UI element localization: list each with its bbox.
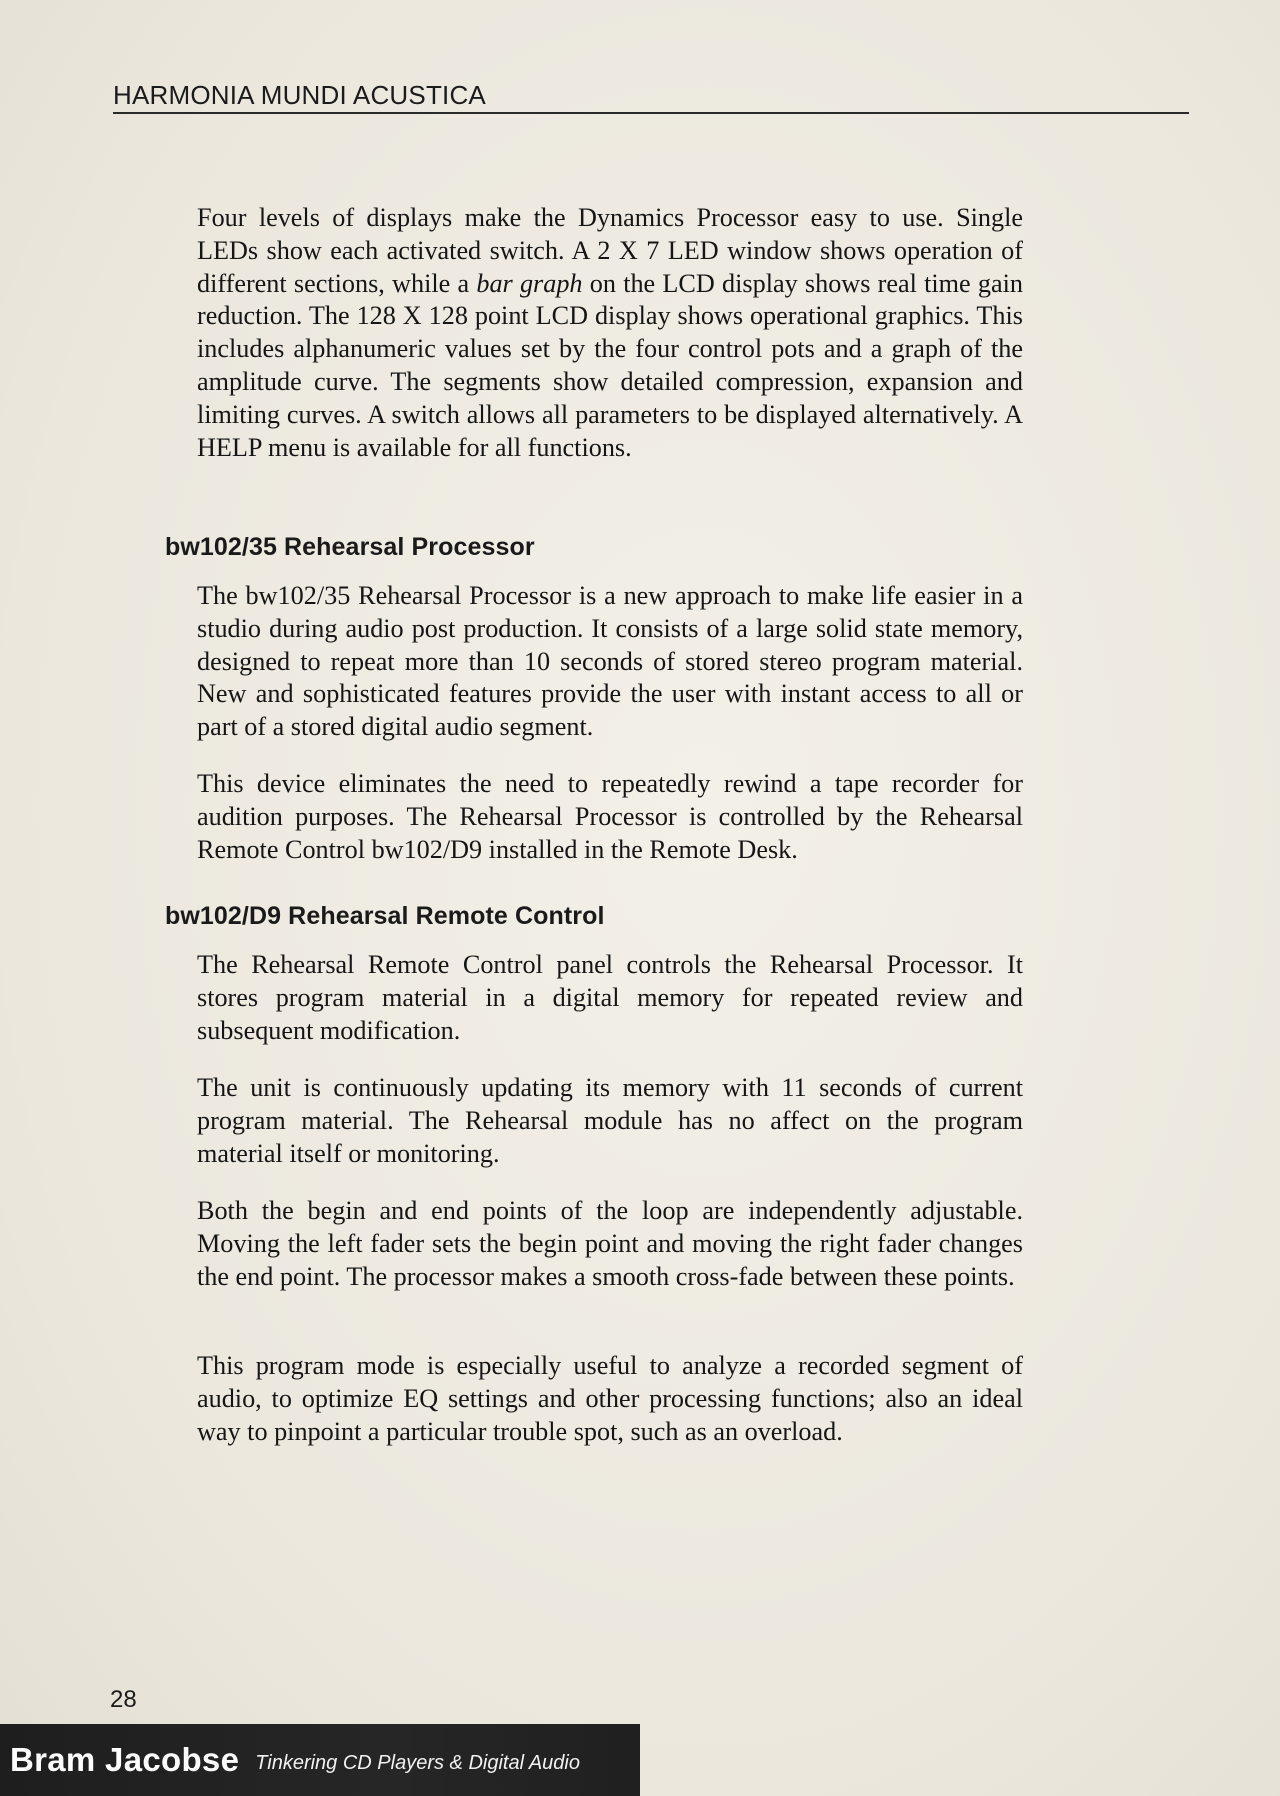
displays-text-part2: on the LCD display shows real time gain reduction. The 128 X 128 point LCD display shows operational graphics. This includes alphanumeric values set by the four control pots and a graph of the amplitude curve. The segments show detailed compression, expansion and limiting curves. A switch allows all parameters to be displayed alternatively. A HELP menu is available for all functions. bbox=[197, 268, 1023, 462]
displays-text-part1: Four levels of displays make the Dynamics Processor easy to use. Single LEDs show each activated switch. A 2 X 7 LED window shows operation of different sections, while a bbox=[197, 203, 1023, 298]
paragraph-text: This program mode is especially useful to analyze a recorded segment of audio, to optimize EQ settings and other processing functions; also an ideal way to pinpoint a particular trouble spot, such as an overload. bbox=[197, 1351, 1023, 1446]
paragraph-text: The bw102/35 Rehearsal Processor is a new approach to make life easier in a studio during audio post production. It consists of a large solid state memory, designed to repeat more than 10 seconds of stored stereo program material. New and sophisticated features provide the user with instant access to all or part of a stored digital audio segment. bbox=[197, 581, 1023, 742]
displays-paragraph bbox=[197, 202, 1023, 464]
watermark-banner bbox=[0, 1724, 640, 1796]
remote-control-paragraph-1 bbox=[197, 949, 1023, 1047]
heading-rehearsal-remote-control: bw102/D9 Rehearsal Remote Control bbox=[165, 902, 605, 930]
heading-rehearsal-processor: bw102/35 Rehearsal Processor bbox=[165, 533, 535, 561]
page-number: 28 bbox=[110, 1686, 137, 1713]
paragraph-text: The Rehearsal Remote Control panel controls the Rehearsal Processor. It stores program material in a digital memory for repeated review and subsequent modification. bbox=[197, 950, 1023, 1045]
header-rule bbox=[113, 112, 1189, 114]
banner-tagline: Tinkering CD Players & Digital Audio bbox=[255, 1751, 580, 1774]
remote-control-paragraph-2 bbox=[197, 1072, 1023, 1170]
rehearsal-processor-paragraph-2 bbox=[197, 768, 1023, 866]
remote-control-paragraph-3 bbox=[197, 1195, 1023, 1293]
paragraph-text: This device eliminates the need to repeatedly rewind a tape recorder for audition purposes. The Rehearsal Processor is controlled by the Rehearsal Remote Control bw102/D9 installed in the Remote Desk. bbox=[197, 769, 1023, 864]
displays-text-emphasis: bar graph bbox=[476, 268, 583, 298]
paragraph-text: Both the begin and end points of the loop are independently adjustable. Moving the left fader sets the begin point and moving the right fader changes the end point. The processor makes a smooth cross-fade between these points. bbox=[197, 1196, 1023, 1291]
running-header: HARMONIA MUNDI ACUSTICA bbox=[113, 80, 486, 110]
rehearsal-processor-paragraph-1 bbox=[197, 580, 1023, 744]
banner-name: Bram Jacobse bbox=[10, 1741, 240, 1778]
paragraph-text: The unit is continuously updating its memory with 11 seconds of current program material. The Rehearsal module has no affect on the program material itself or monitoring. bbox=[197, 1073, 1023, 1168]
remote-control-paragraph-4 bbox=[197, 1350, 1023, 1448]
